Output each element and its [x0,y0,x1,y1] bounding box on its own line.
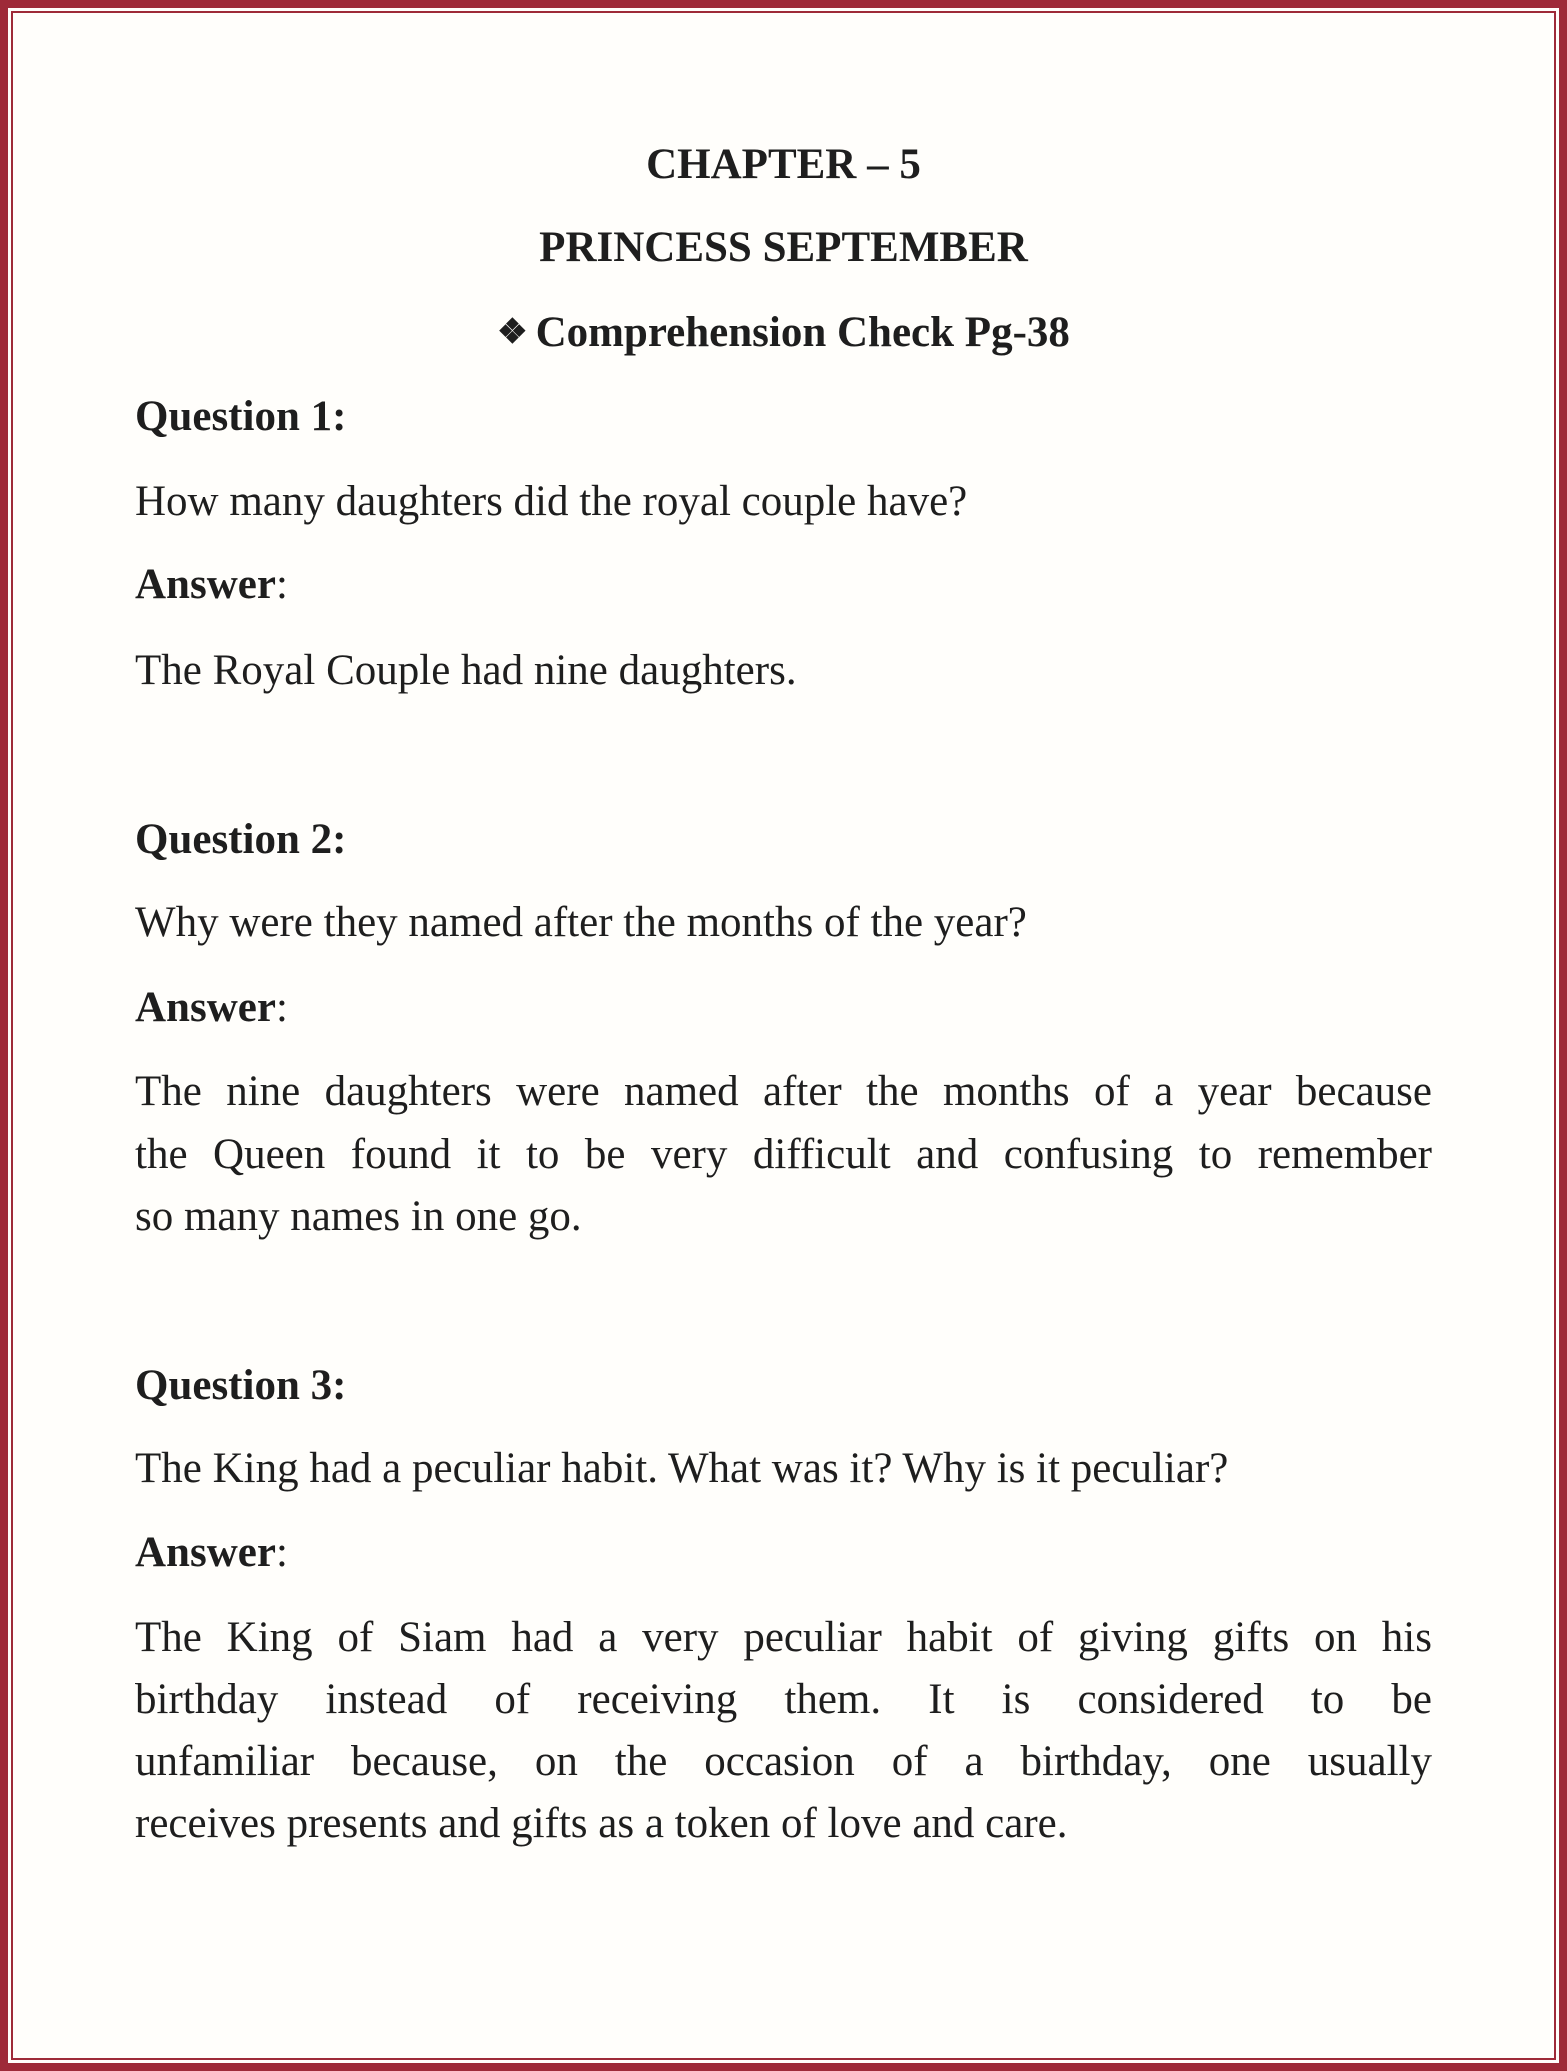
answer-1-line: The Royal Couple had nine daughters. [135,647,797,694]
answer-1-label [135,554,1432,616]
question-2-text: Why were they named after the months of the year? [135,899,1027,946]
chapter-title: PRINCESS SEPTEMBER [539,224,1028,271]
answer-3-label [135,1522,1432,1584]
answer-2-label [135,977,1432,1039]
answer-label: Answer [135,984,276,1031]
answer-colon: : [275,1529,288,1576]
answer-label: Answer [135,561,276,608]
question-3-label: Question 3: [135,1362,347,1409]
answer-3-line: unfamiliar because, on the occasion of a birthday, one usually [135,1738,1432,1785]
four-diamond-bullet-icon: ❖ [497,314,528,351]
answer-label: Answer [135,1529,276,1576]
section-heading [0,302,1567,364]
answer-3-line: birthday instead of receiving them. It is considered to be [135,1676,1432,1723]
answer-2-line: the Queen found it to be very difficult and confusing to remember [135,1131,1432,1178]
answer-colon: : [275,984,288,1031]
answer-3-line: The King of Siam had a very peculiar habit of giving gifts on his [135,1614,1432,1661]
answer-2-line: The nine daughters were named after the months of a year because [135,1068,1432,1115]
section-heading-text: Comprehension Check Pg-38 [535,309,1070,356]
chapter-number: CHAPTER – 5 [646,141,921,188]
answer-colon: : [275,561,288,608]
answer-3-line: receives presents and gifts as a token of love and care. [135,1800,1068,1847]
answer-2-line: so many names in one go. [135,1193,582,1240]
question-2-label: Question 2: [135,816,347,863]
question-3-text: The King had a peculiar habit. What was it? Why is it peculiar? [135,1445,1229,1492]
question-1-text: How many daughters did the royal couple have? [135,478,968,525]
question-1-label: Question 1: [135,393,347,440]
